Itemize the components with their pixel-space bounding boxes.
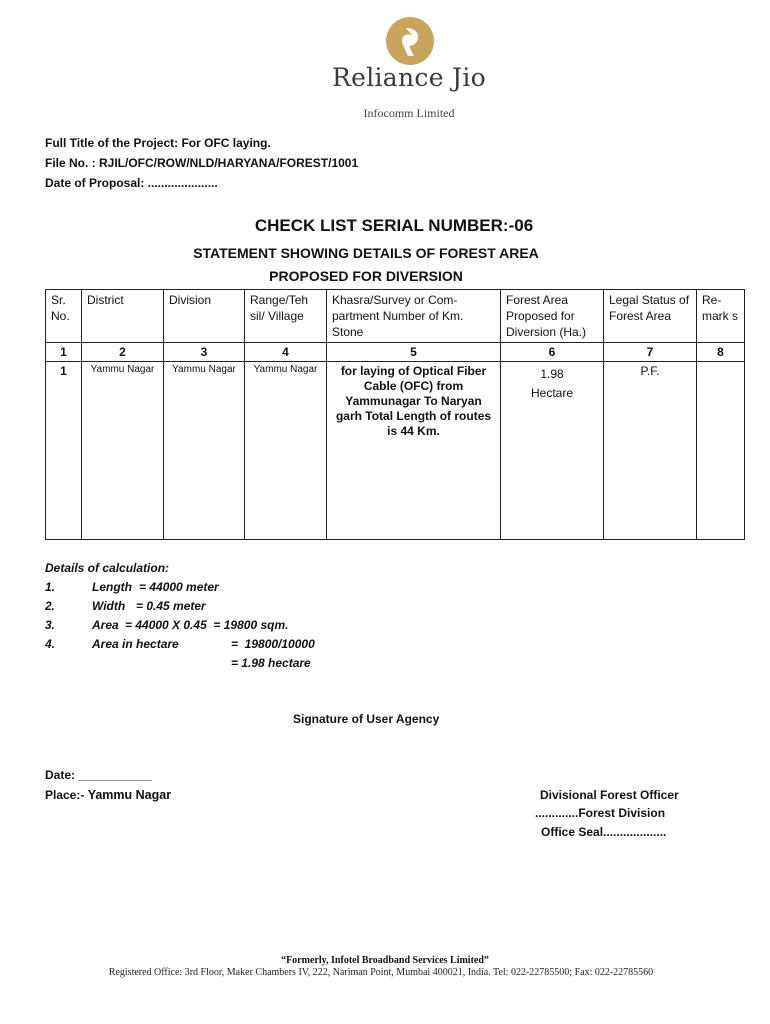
cell-district: Yammu Nagar [82, 362, 164, 540]
calc-value: = 19800/10000 [231, 637, 315, 651]
calc-label: Width [92, 599, 126, 613]
place-field [45, 788, 171, 802]
place-value: Yammu Nagar [87, 788, 172, 802]
column-number: 2 [82, 343, 164, 362]
cell-khasra: for laying of Optical Fiber Cable (OFC) from Yammunagar To Naryan garh Total Length of routes is 44 Km. [327, 362, 501, 540]
calc-label: Area [92, 618, 119, 632]
cell-range: Yammu Nagar [245, 362, 327, 540]
calc-label: Area in hectare [92, 637, 179, 651]
column-number: 6 [501, 343, 604, 362]
header-sr-no: Sr. No. [46, 290, 82, 343]
project-title: Full Title of the Project: For OFC laying. [45, 136, 271, 150]
statement-subheading: PROPOSED FOR DIVERSION [269, 268, 463, 284]
forest-area-table [45, 289, 745, 540]
header-legal-status: Legal Status of Forest Area [604, 290, 697, 343]
area-value: 1.98 [540, 367, 564, 381]
header-division: Division [164, 290, 245, 343]
column-number: 4 [245, 343, 327, 362]
calc-label: Length [92, 580, 132, 594]
footer-formerly: “Formerly, Infotel Broadband Services Limited” [281, 955, 489, 966]
date-of-proposal: Date of Proposal: ..................... [45, 176, 218, 190]
header-forest-area: Forest Area Proposed for Diversion (Ha.) [501, 290, 604, 343]
table-header-row [46, 290, 745, 343]
user-agency-signature: Signature of User Agency [293, 712, 440, 726]
column-number: 5 [327, 343, 501, 362]
column-number: 1 [46, 343, 82, 362]
office-seal: Office Seal................... [541, 825, 667, 839]
calc-result: = 1.98 hectare [231, 656, 311, 670]
column-number: 7 [604, 343, 697, 362]
date-field: Date: ___________ [45, 768, 152, 782]
header-remarks: Remark s [697, 290, 745, 343]
calc-num: 3. [45, 618, 56, 632]
cell-forest-area [501, 362, 604, 540]
header-khasra: Khasra/Survey or Compartment Number of Km. Stone [327, 290, 501, 343]
header-district: District [82, 290, 164, 343]
footer-registered-office: Registered Office: 3rd Floor, Maker Chambers IV, 222, Nariman Point, Mumbai 400021, India. Tel: 022-22785500; Fax: 022-22785560 [108, 967, 654, 978]
area-unit: Hectare [530, 386, 574, 400]
forest-division: .............Forest Division [535, 806, 666, 820]
calc-value: = 44000 X 0.45 = 19800 sqm. [125, 618, 289, 632]
brand-subtitle: Infocomm Limited [363, 106, 455, 120]
checklist-heading: CHECK LIST SERIAL NUMBER:-06 [254, 216, 534, 235]
calc-value: = 44000 meter [139, 580, 219, 594]
calc-value: = 0.45 meter [136, 599, 206, 613]
brand-name: Reliance Jio [331, 63, 487, 92]
calculation-heading: Details of calculation: [45, 561, 170, 575]
calc-num: 4. [45, 637, 56, 651]
column-number: 3 [164, 343, 245, 362]
column-number: 8 [697, 343, 745, 362]
reliance-flame-icon [385, 16, 435, 66]
cell-remarks [697, 362, 745, 540]
header-range: Range/Teh sil/ Village [245, 290, 327, 343]
cell-division: Yammu Nagar [164, 362, 245, 540]
column-number-row [46, 343, 745, 362]
place-label: Place:- [45, 788, 85, 802]
calc-num: 1. [45, 580, 56, 594]
officer-title: Divisional Forest Officer [540, 788, 679, 802]
file-number: File No. : RJIL/OFC/ROW/NLD/HARYANA/FOREST/1001 [45, 156, 359, 170]
cell-sr: 1 [46, 362, 82, 540]
cell-legal-status: P.F. [604, 362, 697, 540]
statement-heading: STATEMENT SHOWING DETAILS OF FOREST AREA [193, 245, 539, 261]
calc-num: 2. [45, 599, 56, 613]
table-row [46, 362, 745, 540]
